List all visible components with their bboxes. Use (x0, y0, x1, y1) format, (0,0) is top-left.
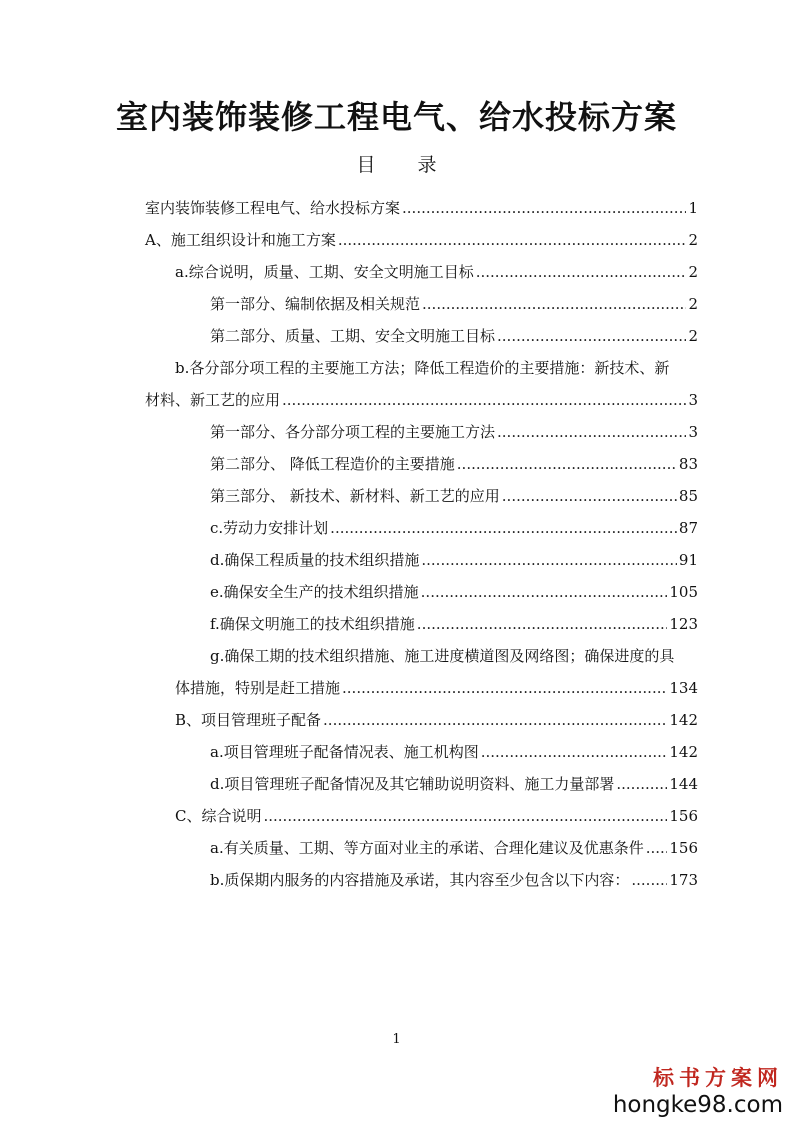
toc-entry[interactable] (210, 484, 698, 508)
toc-entry[interactable] (145, 196, 698, 220)
toc-entry-label: a.有关质量、工期、等方面对业主的承诺、合理化建议及优惠条件 (210, 839, 644, 857)
toc-entry[interactable] (175, 804, 698, 828)
toc-entry-page: 3 (688, 391, 698, 409)
toc-entry-label: 第一部分、编制依据及相关规范 (210, 295, 421, 313)
toc-entry-label: c.劳动力安排计划 (210, 519, 329, 537)
toc-entry-label: 第一部分、各分部分项工程的主要施工方法 (210, 423, 496, 441)
toc-leader-dots (417, 612, 668, 636)
toc-leader-dots (481, 740, 668, 764)
toc-leader-dots (497, 324, 686, 348)
toc-entry-page: 2 (688, 263, 698, 281)
toc-entry-label: a.项目管理班子配备情况表、施工机构图 (210, 743, 479, 761)
toc-entry-page: 2 (688, 295, 698, 313)
toc-entry[interactable] (210, 836, 698, 860)
toc-entry[interactable] (210, 548, 698, 572)
toc-leader-dots (457, 452, 677, 476)
toc-entry[interactable] (145, 388, 698, 412)
toc-leader-dots (338, 228, 687, 252)
toc-entry[interactable] (210, 740, 698, 764)
toc-entry[interactable] (145, 228, 698, 252)
toc-entry-page: 2 (688, 231, 698, 249)
toc-entry-label: B、项目管理班子配备 (175, 711, 322, 729)
toc-leader-dots (421, 580, 668, 604)
toc-heading: 目 录 (356, 154, 455, 176)
toc-entry-page: 156 (669, 807, 698, 825)
toc-entry-page: 91 (678, 551, 698, 569)
toc-leader-dots (323, 708, 667, 732)
toc-entry-page: 156 (669, 839, 698, 857)
toc-entry[interactable] (210, 516, 698, 540)
toc-leader-dots (330, 516, 677, 540)
toc-entry-page: 1 (688, 199, 698, 217)
watermark-url: hongke98.com (612, 1092, 783, 1118)
toc-entry-page: 142 (669, 711, 698, 729)
toc-entry-label: a.综合说明，质量、工期、安全文明施工目标 (175, 263, 474, 281)
toc-entry[interactable] (210, 772, 698, 796)
toc-entry-label: 第三部分、 新技术、新材料、新工艺的应用 (210, 487, 500, 505)
toc-entry-label: A、施工组织设计和施工方案 (145, 231, 336, 249)
page-number: 1 (392, 1032, 401, 1047)
toc-entry-page: 87 (678, 519, 698, 537)
toc-entry-page: 105 (669, 583, 698, 601)
toc-entry-label: 材料、新工艺的应用 (145, 391, 281, 409)
toc-leader-dots (402, 196, 686, 220)
toc-entry[interactable] (210, 452, 698, 476)
toc-entry[interactable] (175, 708, 698, 732)
toc-entry-label-line1[interactable]: b.各分部分项工程的主要施工方法；降低工程造价的主要措施：新技术、新 (175, 359, 670, 377)
toc-entry-label: 第二部分、 降低工程造价的主要措施 (210, 455, 455, 473)
toc-leader-dots (646, 836, 668, 860)
toc-entry[interactable] (175, 260, 698, 284)
toc-entry-label: 室内装饰装修工程电气、给水投标方案 (145, 199, 401, 217)
toc-entry[interactable] (210, 420, 698, 444)
toc-entry-page: 142 (669, 743, 698, 761)
toc-entry-page: 173 (669, 871, 698, 889)
toc-leader-dots (282, 388, 686, 412)
toc-entry-label: f.确保文明施工的技术组织措施 (210, 615, 415, 633)
toc-leader-dots (497, 420, 686, 444)
toc-entry-label: d.确保工程质量的技术组织措施 (210, 551, 420, 569)
toc-leader-dots (631, 868, 667, 892)
toc-entry-page: 85 (678, 487, 698, 505)
toc-entry[interactable] (210, 868, 698, 892)
toc-entry[interactable] (175, 676, 698, 700)
toc-leader-dots (422, 292, 686, 316)
toc-leader-dots (476, 260, 687, 284)
toc-entry-label: 第二部分、质量、工期、安全文明施工目标 (210, 327, 496, 345)
toc-leader-dots (342, 676, 667, 700)
toc-entry-page: 83 (678, 455, 698, 473)
site-watermark (613, 1065, 783, 1119)
toc-entry-page: 2 (688, 327, 698, 345)
toc-entry[interactable] (210, 324, 698, 348)
toc-entry-label: e.确保安全生产的技术组织措施 (210, 583, 419, 601)
toc-leader-dots (616, 772, 667, 796)
toc-entry[interactable] (210, 292, 698, 316)
toc-entry[interactable] (210, 612, 698, 636)
document-title: 室内装饰装修工程电气、给水投标方案 (115, 98, 677, 136)
toc-entry[interactable] (210, 580, 698, 604)
toc-entry-label: b.质保期内服务的内容措施及承诺，其内容至少包含以下内容： (210, 871, 630, 889)
toc-entry-label-line1[interactable]: g.确保工期的技术组织措施、施工进度横道图及网络图；确保进度的具 (210, 647, 675, 665)
toc-entry-page: 123 (669, 615, 698, 633)
toc-entry-label: 体措施，特别是赶工措施 (175, 679, 341, 697)
toc-entry-label: C、综合说明 (175, 807, 262, 825)
toc-leader-dots (502, 484, 677, 508)
toc-entry-page: 134 (669, 679, 698, 697)
toc-leader-dots (421, 548, 677, 572)
toc-entry-page: 3 (688, 423, 698, 441)
toc-leader-dots (263, 804, 667, 828)
toc-entry-label: d.项目管理班子配备情况及其它辅助说明资料、施工力量部署 (210, 775, 615, 793)
toc-entry-page: 144 (669, 775, 698, 793)
watermark-brand: 标书方案网 (653, 1066, 783, 1090)
